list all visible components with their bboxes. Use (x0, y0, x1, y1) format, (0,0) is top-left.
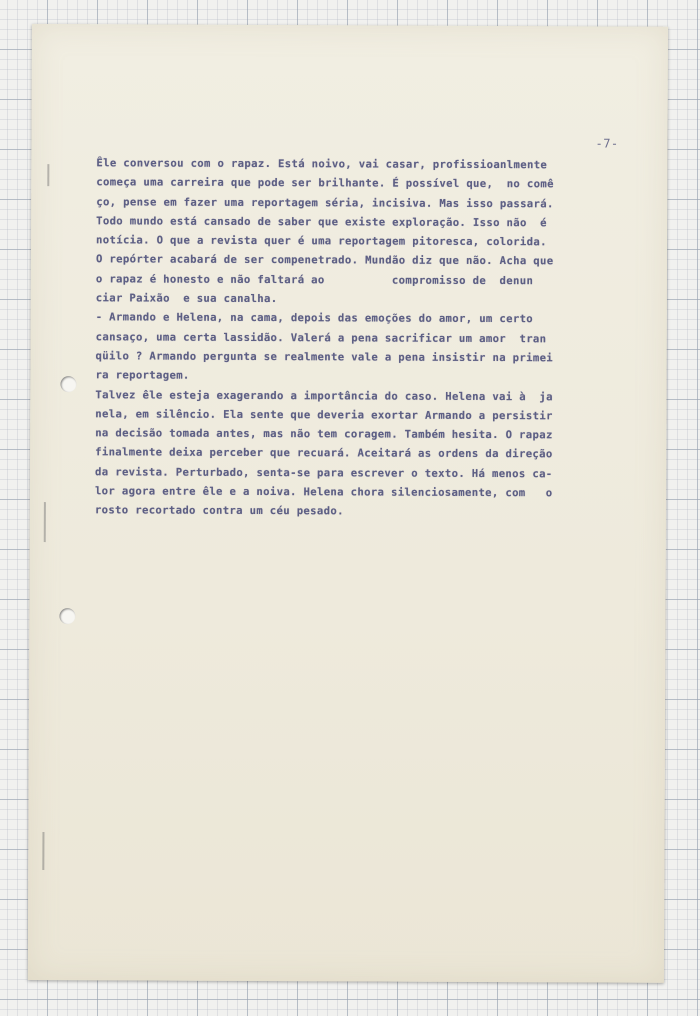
text-line: finalmente deixa perceber que recuará. Aceitará as ordens da direção (95, 446, 553, 461)
text-line: lor agora entre êle e a noiva. Helena chora silenciosamente, com o (94, 485, 553, 500)
text-line: O repórter acabará de ser compenetrado. Mundão diz que não. Acha que (95, 253, 554, 268)
margin-mark (42, 832, 44, 870)
text-line: rosto recortado contra um céu pesado. (94, 504, 344, 518)
text-line: da revista. Perturbado, senta-se para escrever o texto. Há menos ca- (95, 466, 553, 481)
text-line: Talvez êle esteja exagerando a importância do caso. Helena vai à ja (95, 388, 553, 403)
punch-hole (60, 376, 76, 392)
margin-mark (47, 164, 49, 186)
typed-body-text (95, 154, 627, 523)
punch-hole (59, 608, 75, 624)
text-line: começa uma carreira que pode ser brilhante. É possível que, no comê (96, 176, 554, 191)
margin-mark (44, 502, 46, 542)
text-line: Êle conversou com o rapaz. Está noivo, vai casar, profissioanlmente (96, 157, 548, 172)
page-number: -7- (595, 136, 619, 151)
text-line: qüilo ? Armando pergunta se realmente vale a pena insistir na primei (95, 350, 554, 365)
text-line: ra reportagem. (95, 369, 190, 382)
text-line: ço, pense em fazer uma reportagem séria, incisiva. Mas isso passará. (96, 195, 554, 210)
text-line: nela, em silêncio. Ela sente que deveria exortar Armando a persistir (95, 408, 553, 423)
text-line: o rapaz é honesto e não faltará ao compromisso de denun (95, 273, 534, 287)
text-line: - Armando e Helena, na cama, depois das emoções do amor, um certo (95, 311, 534, 326)
text-line: notícia. O que a revista quer é uma reportagem pitoresca, colorida. (96, 234, 547, 249)
typed-page (28, 24, 668, 983)
text-line: Todo mundo está cansado de saber que existe exploração. Isso não é (96, 215, 547, 230)
text-line: na decisão tomada antes, mas não tem coragem. Também hesita. O rapaz (95, 427, 553, 442)
text-line: cansaço, uma certa lassidão. Valerá a pena sacrificar um amor tran (95, 330, 547, 345)
text-line: ciar Paixão e sua canalha. (95, 292, 278, 306)
